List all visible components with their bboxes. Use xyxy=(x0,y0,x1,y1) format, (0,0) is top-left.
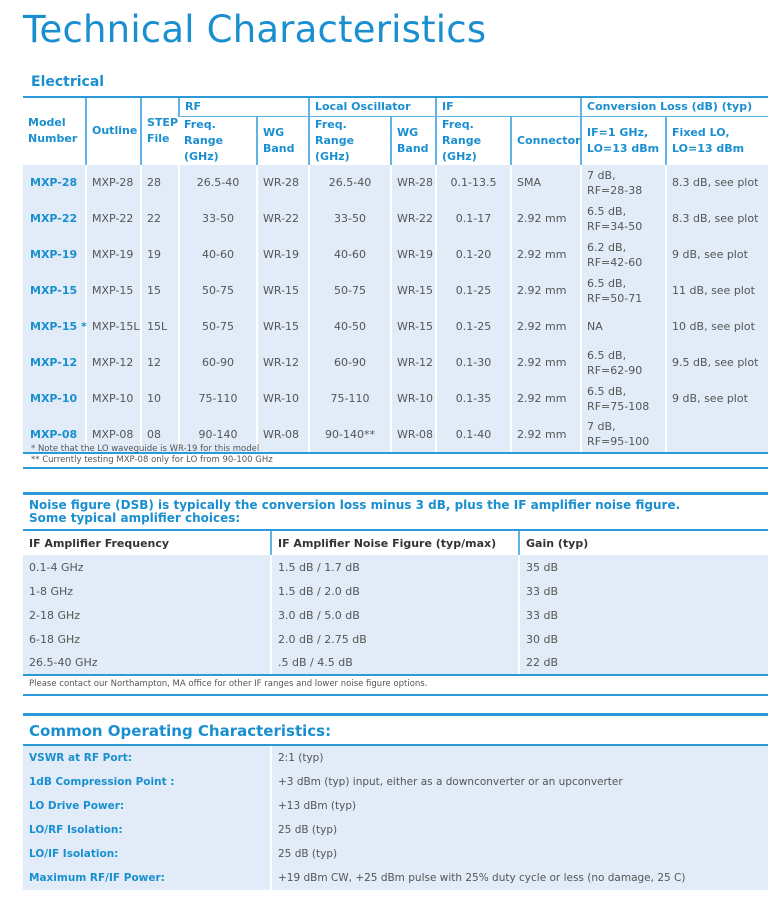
cell-outline: MXP-15L xyxy=(86,309,141,345)
characteristic-value: 2:1 (typ) xyxy=(271,746,768,770)
cell-if-frequency: 1-8 GHz xyxy=(23,579,271,603)
cell-rf-freq: 60-90 xyxy=(179,345,257,381)
cell-gain: 33 dB xyxy=(519,579,768,603)
col-if-amp-noise-figure: IF Amplifier Noise Figure (typ/max) xyxy=(271,531,519,555)
cell-conv-fixed: 9 dB, see plot xyxy=(666,237,768,273)
cell-conv-fixed: 10 dB, see plot xyxy=(666,309,768,345)
cell-gain: 22 dB xyxy=(519,651,768,675)
cell-model: MXP-10 xyxy=(23,381,86,417)
cell-rf-wg: WR-08 xyxy=(257,417,309,453)
conv-loss-value: 6.2 dB, xyxy=(587,240,627,254)
cell-rf-freq: 33-50 xyxy=(179,201,257,237)
cell-lo-freq: 75-110 xyxy=(309,381,391,417)
cell-step: 15L xyxy=(141,309,179,345)
cell-outline: MXP-15 xyxy=(86,273,141,309)
cell-lo-freq: 60-90 xyxy=(309,345,391,381)
cell-if-freq: 0.1-20 xyxy=(436,237,511,273)
cell-step: 28 xyxy=(141,165,179,201)
group-local-oscillator: Local Oscillator xyxy=(309,98,436,116)
cell-outline: MXP-19 xyxy=(86,237,141,273)
cell-conv-fixed: 8.3 dB, see plot xyxy=(666,165,768,201)
cell-if-frequency: 2-18 GHz xyxy=(23,603,271,627)
cell-step: 19 xyxy=(141,237,179,273)
cell-if-freq: 0.1-25 xyxy=(436,273,511,309)
cell-outline: MXP-28 xyxy=(86,165,141,201)
characteristic-value: +19 dBm CW, +25 dBm pulse with 25% duty cycle or less (no damage, 25 C) xyxy=(271,866,768,890)
characteristic-label: LO/RF Isolation: xyxy=(23,818,271,842)
conv-loss-rf-range: RF=62-90 xyxy=(587,363,643,377)
cell-if-freq: 0.1-30 xyxy=(436,345,511,381)
cell-lo-wg: WR-08 xyxy=(391,417,436,453)
cell-rf-freq: 90-140 xyxy=(179,417,257,453)
table-row xyxy=(23,603,768,627)
cell-conv-if xyxy=(581,273,666,309)
cell-lo-wg: WR-15 xyxy=(391,273,436,309)
cell-if-frequency: 26.5-40 GHz xyxy=(23,651,271,675)
note-lo-waveguide: * Note that the LO waveguide is WR-19 for this model xyxy=(31,444,260,454)
cell-step: 15 xyxy=(141,273,179,309)
table-row xyxy=(23,165,768,201)
cell-lo-wg: WR-10 xyxy=(391,381,436,417)
cell-if-freq: 0.1-25 xyxy=(436,309,511,345)
cell-rf-freq: 40-60 xyxy=(179,237,257,273)
col-if-freq: Freq. Range (GHz) xyxy=(436,116,511,165)
cell-rf-wg: WR-28 xyxy=(257,165,309,201)
table-row xyxy=(23,273,768,309)
cell-if-freq: 0.1-35 xyxy=(436,381,511,417)
cell-connector: 2.92 mm xyxy=(511,309,581,345)
cell-connector: SMA xyxy=(511,165,581,201)
cell-outline: MXP-12 xyxy=(86,345,141,381)
col-rf-wg: WG Band xyxy=(257,116,309,165)
cell-noise-figure: 3.0 dB / 5.0 dB xyxy=(271,603,519,627)
cell-lo-freq: 40-50 xyxy=(309,309,391,345)
cell-step: 10 xyxy=(141,381,179,417)
characteristic-value: +13 dBm (typ) xyxy=(271,794,768,818)
electrical-notes xyxy=(23,443,768,469)
electrical-section-title: Electrical xyxy=(31,74,105,90)
characteristic-label: VSWR at RF Port: xyxy=(23,746,271,770)
common-section-title: Common Operating Characteristics: xyxy=(23,716,768,746)
cell-lo-wg: WR-28 xyxy=(391,165,436,201)
table-row xyxy=(23,381,768,417)
conv-loss-value: 6.5 dB, xyxy=(587,384,627,398)
noise-heading-line-1: Noise figure (DSB) is typically the conversion loss minus 3 dB, plus the IF amplifier noise figure. xyxy=(29,498,681,512)
cell-outline: MXP-22 xyxy=(86,201,141,237)
cell-connector: 2.92 mm xyxy=(511,201,581,237)
table-row xyxy=(23,818,768,842)
characteristic-value: 25 dB (typ) xyxy=(271,818,768,842)
cell-connector: 2.92 mm xyxy=(511,237,581,273)
characteristic-label: LO/IF Isolation: xyxy=(23,842,271,866)
cell-connector: 2.92 mm xyxy=(511,345,581,381)
cell-lo-wg: WR-12 xyxy=(391,345,436,381)
cell-lo-wg: WR-19 xyxy=(391,237,436,273)
cell-step: 22 xyxy=(141,201,179,237)
conv-loss-rf-range: RF=28-38 xyxy=(587,183,643,197)
cell-lo-freq: 90-140** xyxy=(309,417,391,453)
conv-loss-value: 6.5 dB, xyxy=(587,276,627,290)
electrical-table xyxy=(23,96,768,454)
cell-rf-wg: WR-10 xyxy=(257,381,309,417)
table-row xyxy=(23,237,768,273)
cell-noise-figure: 2.0 dB / 2.75 dB xyxy=(271,627,519,651)
col-connector: Connector xyxy=(511,116,581,165)
conv-loss-rf-range: RF=34-50 xyxy=(587,219,643,233)
cell-rf-freq: 26.5-40 xyxy=(179,165,257,201)
conv-loss-value: 7 dB, xyxy=(587,420,616,433)
table-row xyxy=(23,770,768,794)
cell-outline: MXP-10 xyxy=(86,381,141,417)
cell-rf-wg: WR-15 xyxy=(257,273,309,309)
cell-if-frequency: 0.1-4 GHz xyxy=(23,555,271,579)
common-operating-section xyxy=(23,713,768,890)
col-gain: Gain (typ) xyxy=(519,531,768,555)
cell-outline: MXP-08 xyxy=(86,417,141,453)
cell-rf-wg: WR-12 xyxy=(257,345,309,381)
cell-model: MXP-12 xyxy=(23,345,86,381)
table-row xyxy=(23,842,768,866)
table-row xyxy=(23,345,768,381)
cell-noise-figure: 1.5 dB / 2.0 dB xyxy=(271,579,519,603)
characteristic-label: LO Drive Power: xyxy=(23,794,271,818)
cell-conv-if xyxy=(581,381,666,417)
cell-model: MXP-08 xyxy=(23,417,86,453)
conv-loss-value: 6.5 dB, xyxy=(587,348,627,362)
conv-loss-value: NA xyxy=(587,320,603,333)
cell-conv-fixed: 11 dB, see plot xyxy=(666,273,768,309)
cell-lo-freq: 40-60 xyxy=(309,237,391,273)
table-row xyxy=(23,555,768,579)
col-conv-fixed: Fixed LO, LO=13 dBm xyxy=(666,116,768,165)
col-rf-freq: Freq. Range (GHz) xyxy=(179,116,257,165)
cell-if-freq: 0.1-40 xyxy=(436,417,511,453)
col-if-amp-frequency: IF Amplifier Frequency xyxy=(23,531,271,555)
cell-lo-freq: 33-50 xyxy=(309,201,391,237)
characteristic-label: Maximum RF/IF Power: xyxy=(23,866,271,890)
conv-loss-rf-range: RF=50-71 xyxy=(587,291,643,305)
cell-conv-if xyxy=(581,165,666,201)
noise-heading-line-2: Some typical amplifier choices: xyxy=(29,511,241,525)
cell-step: 12 xyxy=(141,345,179,381)
cell-rf-freq: 50-75 xyxy=(179,273,257,309)
cell-rf-freq: 50-75 xyxy=(179,309,257,345)
group-rf: RF xyxy=(179,98,309,116)
cell-model: MXP-22 xyxy=(23,201,86,237)
cell-gain: 33 dB xyxy=(519,603,768,627)
cell-model: MXP-15 * xyxy=(23,309,86,345)
cell-lo-freq: 50-75 xyxy=(309,273,391,309)
note-mxp08-testing: ** Currently testing MXP-08 only for LO from 90-100 GHz xyxy=(31,455,273,465)
cell-rf-wg: WR-19 xyxy=(257,237,309,273)
table-row xyxy=(23,866,768,890)
cell-gain: 30 dB xyxy=(519,627,768,651)
col-outline: Outline xyxy=(86,98,141,165)
cell-conv-fixed: 8.3 dB, see plot xyxy=(666,201,768,237)
conv-loss-rf-range: RF=95-100 xyxy=(587,435,650,448)
conv-loss-rf-range: RF=75-108 xyxy=(587,399,650,413)
cell-conv-if xyxy=(581,237,666,273)
table-row xyxy=(23,651,768,675)
cell-conv-if xyxy=(581,309,666,345)
cell-noise-figure: .5 dB / 4.5 dB xyxy=(271,651,519,675)
cell-lo-freq: 26.5-40 xyxy=(309,165,391,201)
group-conversion-loss: Conversion Loss (dB) (typ) xyxy=(581,98,768,116)
noise-footnote: Please contact our Northampton, MA office for other IF ranges and lower noise figure options. xyxy=(23,676,768,696)
cell-rf-wg: WR-15 xyxy=(257,309,309,345)
table-row xyxy=(23,627,768,651)
cell-lo-wg: WR-15 xyxy=(391,309,436,345)
cell-model: MXP-19 xyxy=(23,237,86,273)
col-lo-freq: Freq. Range (GHz) xyxy=(309,116,391,165)
cell-lo-wg: WR-22 xyxy=(391,201,436,237)
page-title: Technical Characteristics xyxy=(23,8,487,51)
cell-if-frequency: 6-18 GHz xyxy=(23,627,271,651)
col-model-number: Model Number xyxy=(23,98,86,165)
cell-connector: 2.92 mm xyxy=(511,273,581,309)
cell-step: 08 xyxy=(141,417,179,453)
cell-connector: 2.92 mm xyxy=(511,381,581,417)
conv-loss-value: 7 dB, xyxy=(587,168,616,182)
characteristic-value: +3 dBm (typ) input, either as a downconverter or an upconverter xyxy=(271,770,768,794)
cell-conv-fixed: 9 dB, see plot xyxy=(666,381,768,417)
noise-heading xyxy=(23,495,768,531)
cell-conv-fixed: 9.5 dB, see plot xyxy=(666,345,768,381)
table-row xyxy=(23,579,768,603)
cell-conv-if xyxy=(581,201,666,237)
cell-rf-freq: 75-110 xyxy=(179,381,257,417)
noise-figure-section xyxy=(23,492,768,696)
table-row xyxy=(23,746,768,770)
group-if: IF xyxy=(436,98,581,116)
col-conv-if: IF=1 GHz, LO=13 dBm xyxy=(581,116,666,165)
col-lo-wg: WG Band xyxy=(391,116,436,165)
cell-noise-figure: 1.5 dB / 1.7 dB xyxy=(271,555,519,579)
characteristic-label: 1dB Compression Point : xyxy=(23,770,271,794)
cell-model: MXP-15 xyxy=(23,273,86,309)
col-step-file: STEP File xyxy=(141,98,179,165)
cell-rf-wg: WR-22 xyxy=(257,201,309,237)
cell-if-freq: 0.1-13.5 xyxy=(436,165,511,201)
cell-if-freq: 0.1-17 xyxy=(436,201,511,237)
cell-model: MXP-28 xyxy=(23,165,86,201)
table-row xyxy=(23,201,768,237)
cell-conv-if xyxy=(581,345,666,381)
cell-gain: 35 dB xyxy=(519,555,768,579)
cell-connector: 2.92 mm xyxy=(511,417,581,453)
conv-loss-value: 6.5 dB, xyxy=(587,204,627,218)
table-row xyxy=(23,309,768,345)
table-row xyxy=(23,794,768,818)
characteristic-value: 25 dB (typ) xyxy=(271,842,768,866)
conv-loss-rf-range: RF=42-60 xyxy=(587,255,643,269)
